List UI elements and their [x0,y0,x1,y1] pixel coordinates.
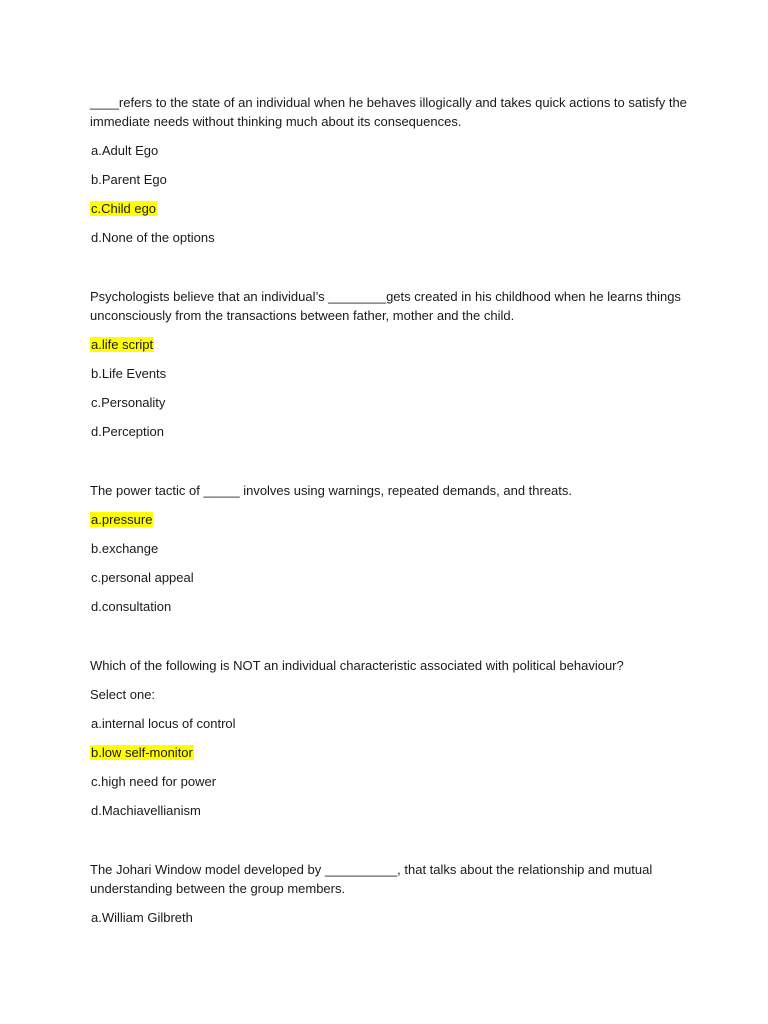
answer-option [90,597,690,616]
answer-option [90,714,690,733]
document-page [90,93,690,967]
answer-option-label: a.William Gilbreth [91,910,193,925]
answer-option-label: d.consultation [91,599,172,614]
question-block [90,93,690,247]
answer-option [90,568,690,587]
answer-option-label: c.Personality [91,395,166,410]
answer-option-label: a.pressure [91,512,153,527]
question-block [90,481,690,616]
answer-option-highlighted [90,199,690,218]
question-text: Psychologists believe that an individual’s ________gets created in his childhood when he learns things unconsciously from the transactions between father, mother and the child. [90,289,681,323]
answer-option [90,364,690,383]
question-block [90,656,690,820]
answer-option-label: b.Parent Ego [91,172,167,187]
answer-option-label: a.life script [91,337,154,352]
answer-option-label: d.Perception [91,424,164,439]
answer-option-highlighted [90,510,690,529]
question-block [90,287,690,441]
answer-option [90,539,690,558]
answer-option-highlighted [90,335,690,354]
question-text: ____refers to the state of an individual when he behaves illogically and takes quick actions to satisfy the immediate needs without thinking much about its consequences. [90,95,687,129]
answer-option-label: d.None of the options [91,230,215,245]
answer-option [90,772,690,791]
question-text: The Johari Window model developed by __________, that talks about the relationship and mutual understanding between the group members. [90,862,653,896]
answer-option-label: c.Child ego [91,201,157,216]
answer-option [90,170,690,189]
answer-option [90,908,690,927]
answer-option-label: a.Adult Ego [91,143,159,158]
answer-option [90,801,690,820]
answer-option-label: c.high need for power [91,774,217,789]
answer-option-label: b.exchange [91,541,159,556]
answer-option [90,141,690,160]
answer-option-highlighted [90,743,690,762]
answer-option-label: b.Life Events [91,366,167,381]
answer-option [90,393,690,412]
answer-option [90,228,690,247]
question-text: Which of the following is NOT an individual characteristic associated with political behaviour? [90,658,624,673]
question-instruction: Select one: [90,687,156,702]
answer-option-label: d.Machiavellianism [91,803,201,818]
question-block [90,860,690,927]
answer-option [90,422,690,441]
answer-option-label: c.personal appeal [91,570,194,585]
answer-option-label: a.internal locus of control [91,716,236,731]
question-text: The power tactic of _____ involves using warnings, repeated demands, and threats. [90,483,573,498]
answer-option-label: b.low self-monitor [91,745,193,760]
